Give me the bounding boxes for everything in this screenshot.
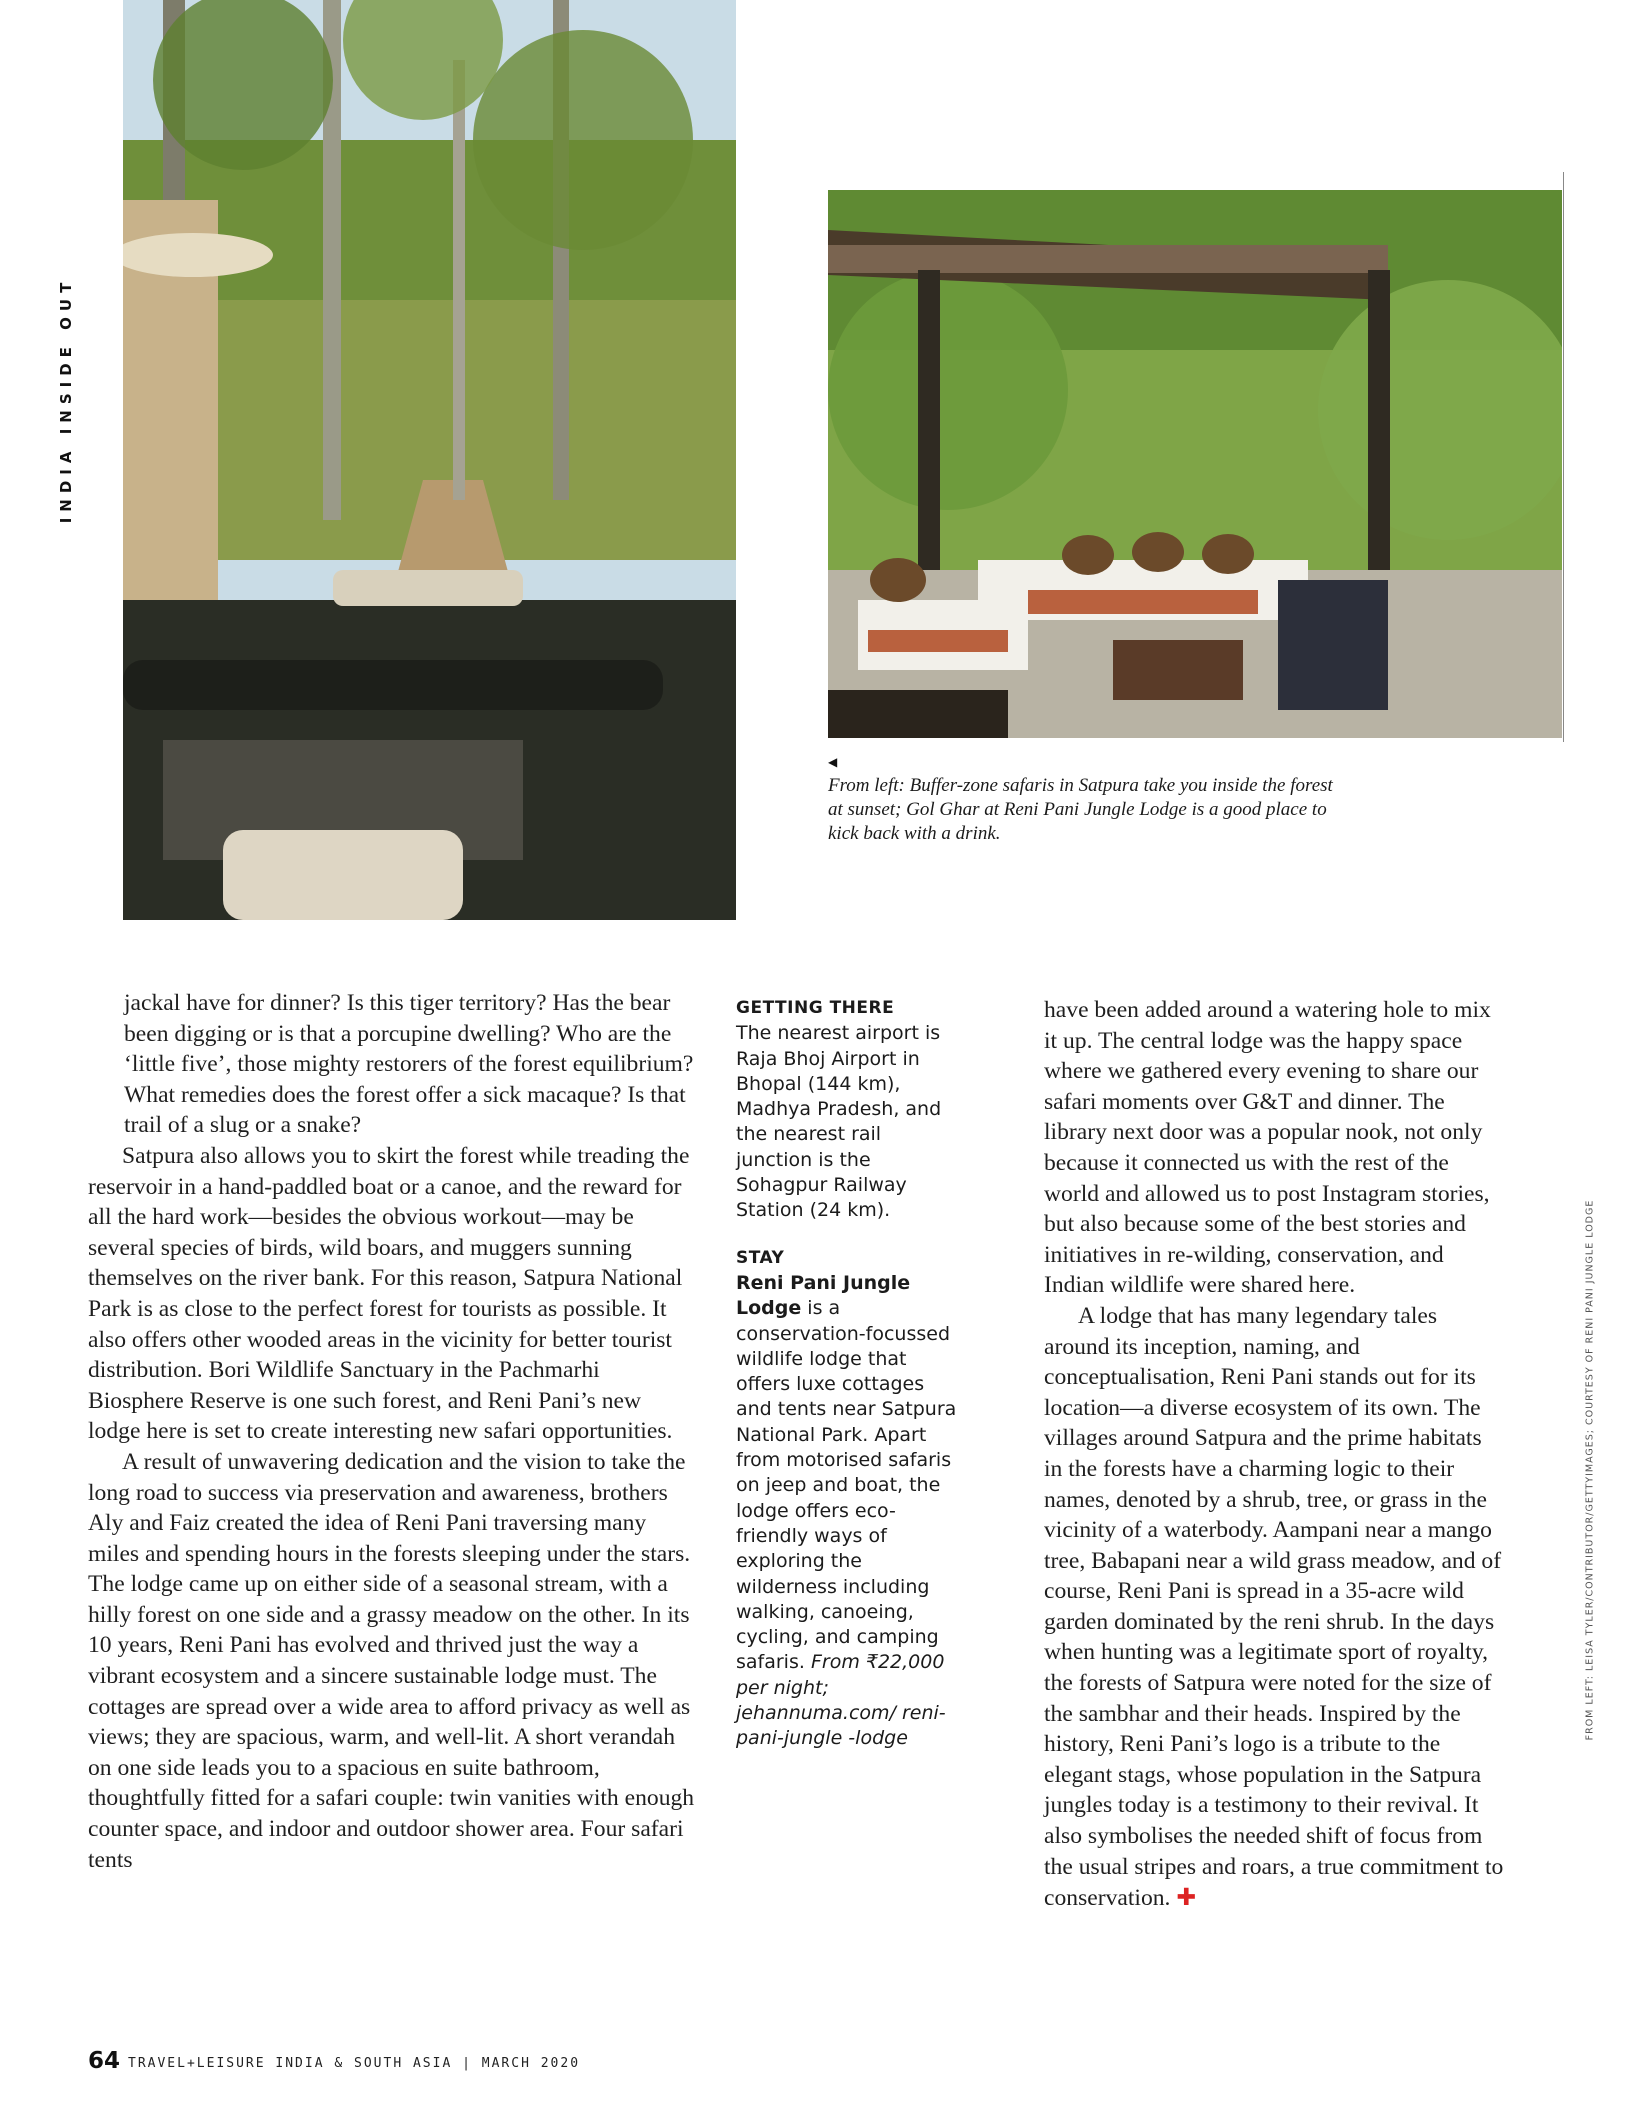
publication-line: TRAVEL+LEISURE INDIA & SOUTH ASIA | MARCH 2020 xyxy=(128,2056,581,2071)
stay-description: is a conservation-focussed wildlife lodge that offers luxe cottages and tents near Satpura National Park. Apart from motorised safaris on jeep and boat, the lodge offers eco-friendly ways of exploring the wilderness including walking, canoeing, cycling, and camping safaris. xyxy=(736,1297,957,1674)
photo-credit-text: FROM LEFT: LEISA TYLER/CONTRIBUTOR/GETTYIMAGES; COURTESY OF RENI PANI JUNGLE LODGE xyxy=(1584,1199,1596,1741)
getting-there-text: The nearest airport is Raja Bhoj Airport in Bhopal (144 km), Madhya Pradesh, and the nearest rail junction is the Sohagpur Railway Station (24 km). xyxy=(736,1022,942,1222)
caption-arrow-icon: ◀ xyxy=(828,755,838,769)
body-paragraph: Satpura also allows you to skirt the forest while treading the reservoir in a hand-paddled boat or a canoe, and the reward for all the hard work—besides the obvious workout—may be several species of birds, wild boars, and muggers sunning themselves on the river bank. For this reason, Satpura National Park is as close to the perfect forest for tourists as possible. It also offers other wooded areas in the vicinity for better tourist distribution. Bori Wildlife Sanctuary in the Pachmarhi Biosphere Reserve is one such forest, and Reni Pani’s new lodge here is set to create interesting new safari opportunities. xyxy=(88,1142,690,1445)
body-paragraph: jackal have for dinner? Is this tiger territory? Has the bear been digging or is that a porcupine dwelling? Who are the ‘little five’, those mighty restorers of the forest equilibrium? What remedies does the forest offer a sick macaque? Is that trail of a slug or a snake? xyxy=(124,990,694,1139)
photo-rule xyxy=(1563,172,1564,742)
stay-price-link: From ₹22,000 per night; jehannuma.com/ reni-pani-jungle -lodge xyxy=(736,1651,946,1750)
photo-credit xyxy=(1582,1199,1598,1741)
safari-photo-illustration xyxy=(123,0,736,920)
body-paragraph-text: A lodge that has many legendary tales around its inception, naming, and conceptualisation, Reni Pani stands out for its location—a diverse ecosystem of its own. The villages around Satpura and the prime habitats in the forests have a charming logic to their names, denoted by a shrub, tree, or grass in the vicinity of a waterbody. Aampani near a mango tree, Babapani near a wild grass meadow, and of course, Reni Pani is spread in a 35-acre wild garden dominated by the reni shrub. In the days when hunting was a legitimate sport of royalty, the forests of Satpura were noted for the size of the sambhar and their heads. Inspired by the history, Reni Pani’s logo is a tribute to the elegant stags, whose population in the Satpura jungles today is a testimony to their revival. It also symbolises the needed shift of focus from the usual stripes and roars, a true commitment to conservation. xyxy=(1044,1302,1504,1912)
stay-lodge-name: Reni Pani Jungle Lodge xyxy=(736,1271,911,1320)
body-paragraph: have been added around a watering hole to mix it up. The central lodge was the happy space where we gathered every evening to share our safari moments over G&T and dinner. The library next door was a popular nook, not only because it connected us with the rest of the world and allowed us to post Instagram stories, but also because some of the best stories and initiatives in re-wilding, conservation, and Indian wildlife were shared here. xyxy=(1044,997,1491,1299)
body-column-right xyxy=(1044,995,1504,1914)
gazebo-photo-illustration xyxy=(828,190,1562,738)
stay-heading: STAY xyxy=(736,1247,785,1268)
stay-text xyxy=(736,1271,961,1752)
info-sidebar xyxy=(736,996,961,1752)
section-label-text: INDIA INSIDE OUT xyxy=(57,276,75,524)
gazebo-photo xyxy=(828,190,1562,738)
body-paragraph: A result of unwavering dedication and the vision to take the long road to success via preservation and awareness, brothers Aly and Faiz created the idea of Reni Pani traversing many miles and spending hours in the forests sleeping under the stars. The lodge came up on either side of a seasonal stream, with a hilly forest on one side and a grassy meadow on the other. In its 10 years, Reni Pani has evolved and thrived just the way a vibrant ecosystem and a sincere sustainable lodge must. The cottages are spread over a wide area to afford privacy as well as views; they are spacious, warm, and well-lit. A short verandah on one side leads you to a spacious en suite bathroom, thoughtfully fitted for a safari couple: twin vanities with enough counter space, and indoor and outdoor shower area. Four safari tents xyxy=(88,1448,695,1873)
safari-photo xyxy=(123,0,736,920)
body-column-left xyxy=(88,988,698,1875)
end-mark-icon: ✚ xyxy=(1176,1883,1197,1912)
getting-there-heading: GETTING THERE xyxy=(736,998,895,1018)
section-label xyxy=(56,270,76,530)
body-paragraph-final xyxy=(1044,1301,1504,1914)
photo-caption: From left: Buffer-zone safaris in Satpura take you inside the forest at sunset; Gol Ghar at Reni Pani Jungle Lodge is a good place to kick back with a drink. xyxy=(828,775,1333,844)
page-number: 64 xyxy=(88,2048,121,2074)
